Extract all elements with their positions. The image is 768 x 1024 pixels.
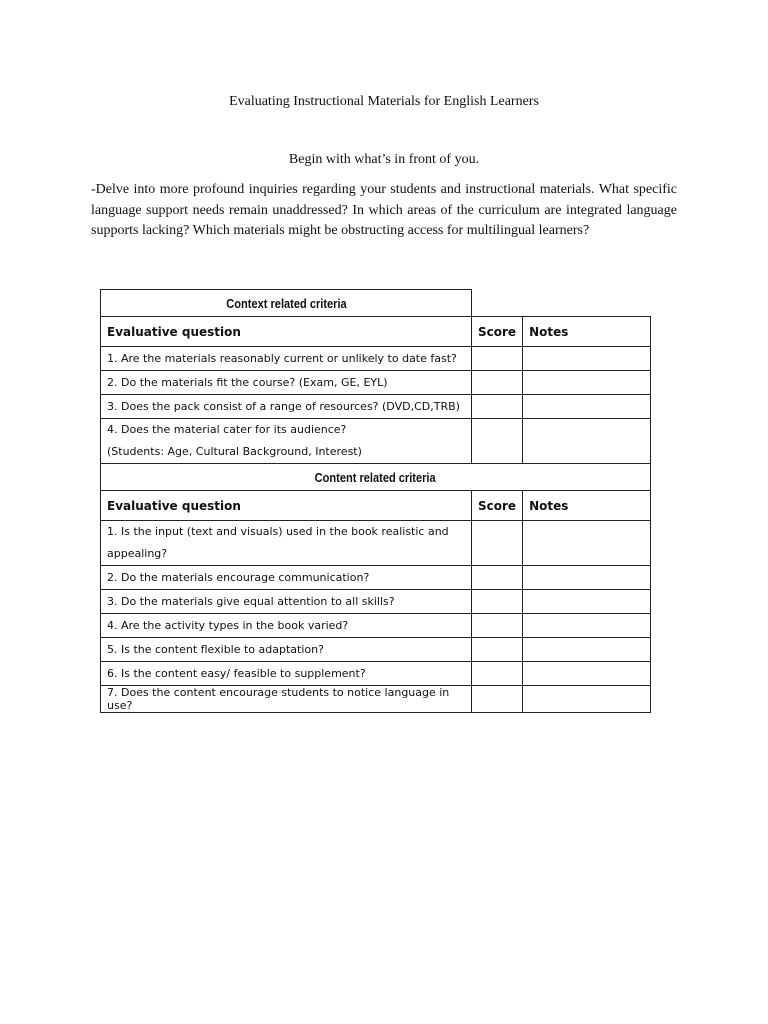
table-row: [101, 419, 651, 464]
context-section-title: Context related criteria: [128, 290, 443, 317]
score-cell[interactable]: [472, 419, 523, 464]
page-title: Evaluating Instructional Materials for English Learners: [229, 94, 539, 109]
table-row: [101, 590, 651, 614]
question-cell: 3. Does the pack consist of a range of resources? (DVD,CD,TRB): [101, 395, 472, 419]
intro-heading: Begin with what’s in front of you.: [288, 152, 480, 167]
notes-cell[interactable]: [523, 419, 651, 464]
table-row: [101, 614, 651, 638]
score-column-header: Score: [472, 317, 523, 347]
question-cell: 6. Is the content easy/ feasible to supplement?: [101, 662, 472, 686]
question-cell: 4. Are the activity types in the book varied?: [101, 614, 472, 638]
score-cell[interactable]: [472, 662, 523, 686]
notes-cell[interactable]: [523, 521, 651, 566]
question-cell: 3. Do the materials give equal attention to all skills?: [101, 590, 472, 614]
question-cell: 4. Does the material cater for its audience? (Students: Age, Cultural Background, Interest): [101, 419, 472, 464]
notes-column-header: Notes: [523, 317, 651, 347]
table-row: [101, 395, 651, 419]
content-title-row: [101, 464, 651, 491]
table-row: [101, 662, 651, 686]
context-header-row: [101, 317, 651, 347]
content-section-title: Content related criteria: [101, 464, 651, 491]
question-column-header: Evaluative question: [101, 317, 472, 347]
notes-cell[interactable]: [523, 395, 651, 419]
score-cell[interactable]: [472, 521, 523, 566]
intro-paragraph: -Delve into more profound inquiries regarding your students and instructional materials. What specific language support needs remain unaddressed? In which areas of the curriculum are integrated language supports lacking? Which materials might be obstructing access for multilingual learners?: [91, 182, 677, 238]
notes-cell[interactable]: [523, 590, 651, 614]
table-row: [101, 686, 651, 713]
score-cell[interactable]: [472, 614, 523, 638]
notes-cell[interactable]: [523, 614, 651, 638]
notes-cell[interactable]: [523, 686, 651, 713]
question-cell: 7. Does the content encourage students to notice language in use?: [101, 686, 472, 713]
score-cell[interactable]: [472, 566, 523, 590]
notes-column-header: Notes: [523, 491, 651, 521]
table-row: [101, 521, 651, 566]
question-cell: 2. Do the materials fit the course? (Exam, GE, EYL): [101, 371, 472, 395]
score-cell[interactable]: [472, 347, 523, 371]
score-cell[interactable]: [472, 638, 523, 662]
notes-cell[interactable]: [523, 662, 651, 686]
notes-cell[interactable]: [523, 347, 651, 371]
context-title-row: [101, 290, 651, 317]
notes-cell[interactable]: [523, 638, 651, 662]
notes-cell[interactable]: [523, 566, 651, 590]
evaluation-criteria-table: [100, 289, 651, 713]
table-row: [101, 566, 651, 590]
question-cell: 1. Is the input (text and visuals) used in the book realistic and appealing?: [101, 521, 472, 566]
content-header-row: [101, 491, 651, 521]
score-column-header: Score: [472, 491, 523, 521]
score-cell[interactable]: [472, 395, 523, 419]
score-cell[interactable]: [472, 371, 523, 395]
question-cell: 1. Are the materials reasonably current or unlikely to date fast?: [101, 347, 472, 371]
score-cell[interactable]: [472, 686, 523, 713]
table-row: [101, 371, 651, 395]
notes-cell[interactable]: [523, 371, 651, 395]
table-row: [101, 638, 651, 662]
question-cell: 5. Is the content flexible to adaptation?: [101, 638, 472, 662]
table-row: [101, 347, 651, 371]
question-column-header: Evaluative question: [101, 491, 472, 521]
score-cell[interactable]: [472, 590, 523, 614]
question-cell: 2. Do the materials encourage communication?: [101, 566, 472, 590]
